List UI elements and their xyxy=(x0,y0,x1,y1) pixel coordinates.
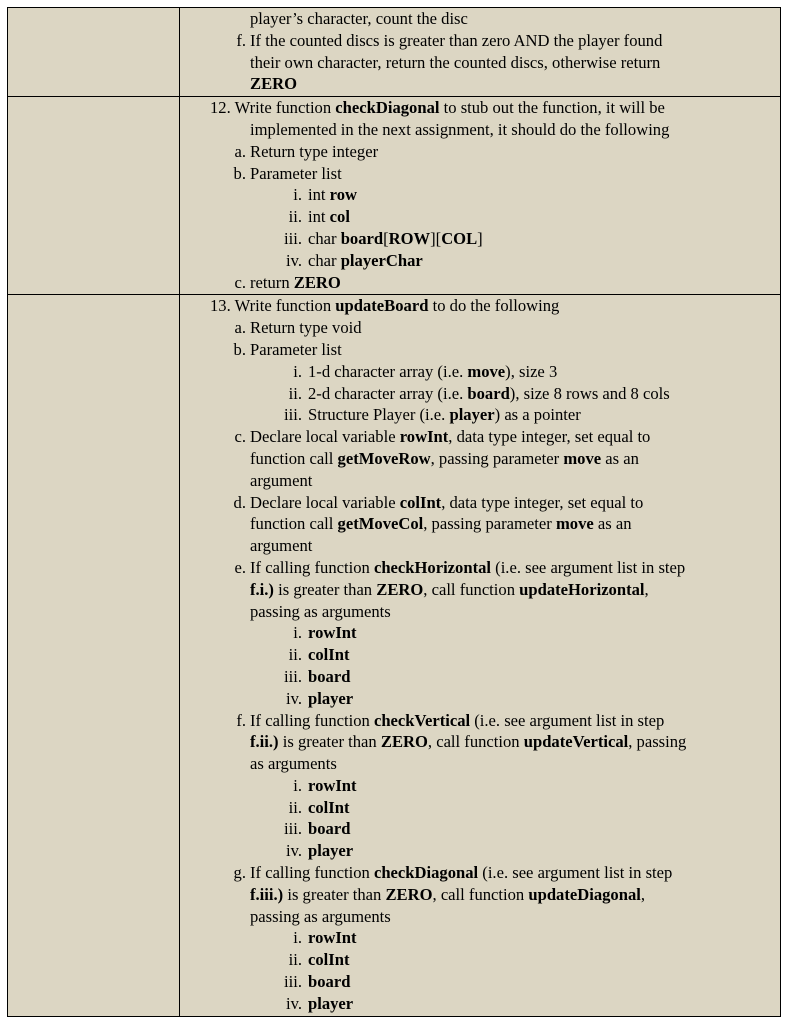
bold-term: board xyxy=(340,228,384,248)
row-label-cell xyxy=(8,295,180,1016)
text-run: int xyxy=(308,207,330,227)
step-line xyxy=(188,184,776,206)
list-marker: ii. xyxy=(288,950,302,970)
text-run: argument xyxy=(250,536,313,556)
list-marker: ii. xyxy=(288,383,302,403)
step-line xyxy=(188,250,776,272)
bold-term: move xyxy=(563,448,602,468)
step-content xyxy=(180,97,780,294)
row-label-cell xyxy=(8,97,180,295)
text-run: , xyxy=(644,579,649,599)
text-run: as arguments xyxy=(250,754,337,774)
text-run: passing as arguments xyxy=(250,601,391,621)
step-line xyxy=(188,971,776,993)
bold-term: player xyxy=(308,688,354,708)
step-line xyxy=(188,862,776,884)
text-run: passing as arguments xyxy=(250,906,391,926)
text-run: , xyxy=(640,884,646,904)
text-run: , passing parameter xyxy=(423,514,556,534)
bold-term: col xyxy=(329,207,350,227)
text-run: implemented in the next assignment, it should do the following xyxy=(250,119,670,139)
step-line xyxy=(188,927,776,949)
step-line xyxy=(188,601,776,623)
bold-term: checkDiagonal xyxy=(335,98,440,118)
list-marker: iv. xyxy=(286,841,302,861)
text-run: player’s character, count the disc xyxy=(250,9,468,28)
step-line xyxy=(188,884,776,906)
list-marker: ii. xyxy=(288,207,302,227)
table-row xyxy=(8,97,781,295)
text-run: [ xyxy=(383,228,389,248)
step-line xyxy=(188,492,776,514)
bold-term: playerChar xyxy=(340,250,423,270)
bold-term: rowInt xyxy=(308,928,357,948)
text-run: argument xyxy=(250,470,313,490)
text-run: 2-d character array (i.e. xyxy=(308,383,468,403)
text-run: ] xyxy=(477,228,483,248)
bold-term: colInt xyxy=(308,645,350,665)
text-run: (i.e. see argument list in step xyxy=(470,710,665,730)
bold-term: player xyxy=(308,841,354,861)
text-run: Declare local variable xyxy=(250,427,400,447)
table-row xyxy=(8,8,781,97)
step-line xyxy=(188,73,776,95)
list-marker: iv. xyxy=(286,993,302,1013)
bold-term: rowInt xyxy=(308,623,357,643)
list-marker: iii. xyxy=(284,819,302,839)
text-run: Parameter list xyxy=(250,163,342,183)
bold-term: ZERO xyxy=(293,272,341,292)
step-line xyxy=(188,119,776,141)
bold-term: colInt xyxy=(308,797,350,817)
step-line xyxy=(188,840,776,862)
step-line xyxy=(188,426,776,448)
text-run: is greater than xyxy=(283,884,386,904)
text-run: 13. Write function xyxy=(210,296,336,316)
step-line xyxy=(188,622,776,644)
bold-term: updateDiagonal xyxy=(528,884,641,904)
text-run: char xyxy=(308,250,341,270)
text-run: to stub out the function, it will be xyxy=(439,98,665,118)
bold-term: ZERO xyxy=(250,74,298,94)
bold-term: checkVertical xyxy=(373,710,471,730)
instructions-table xyxy=(7,7,781,1017)
step-line xyxy=(188,206,776,228)
row-label-cell xyxy=(8,8,180,97)
step-line xyxy=(188,710,776,732)
list-marker: ii. xyxy=(288,797,302,817)
list-marker: iii. xyxy=(284,666,302,686)
text-run: function call xyxy=(250,448,338,468)
text-run: , call function xyxy=(432,884,529,904)
step-line xyxy=(188,993,776,1015)
step-line xyxy=(188,470,776,492)
text-run: , data type integer, set equal to xyxy=(441,492,644,512)
step-line xyxy=(188,317,776,339)
text-run: , passing parameter xyxy=(430,448,564,468)
list-marker: i. xyxy=(293,928,302,948)
list-marker: f. xyxy=(236,710,246,730)
bold-term: player xyxy=(449,405,495,425)
row-content-cell xyxy=(180,8,781,97)
row-content-cell xyxy=(180,97,781,295)
text-run: If calling function xyxy=(250,863,374,883)
list-marker: b. xyxy=(233,163,246,183)
text-run: return xyxy=(250,272,294,292)
bold-term: rowInt xyxy=(399,427,449,447)
bold-term: player xyxy=(308,993,354,1013)
step-line xyxy=(188,52,776,74)
bold-term: board xyxy=(308,972,351,992)
step-content xyxy=(180,8,780,96)
bold-term: updateVertical xyxy=(523,732,629,752)
text-run: Declare local variable xyxy=(250,492,400,512)
bold-term: updateBoard xyxy=(335,296,429,316)
step-line xyxy=(188,731,776,753)
text-run: , passing xyxy=(628,732,687,752)
text-run: ) as a pointer xyxy=(494,405,581,425)
text-run: char xyxy=(308,228,341,248)
bold-term: getMoveCol xyxy=(337,514,424,534)
text-run: ), size 8 rows and 8 cols xyxy=(509,383,670,403)
text-run: ), size 3 xyxy=(505,361,558,381)
text-run: (i.e. see argument list in step xyxy=(491,557,686,577)
list-marker: i. xyxy=(293,775,302,795)
text-run: If calling function xyxy=(250,557,374,577)
text-run: as an xyxy=(601,448,639,468)
text-run: (i.e. see argument list in step xyxy=(478,863,673,883)
step-line xyxy=(188,404,776,426)
bold-term: board xyxy=(308,819,351,839)
bold-term: move xyxy=(467,361,506,381)
list-marker: b. xyxy=(233,339,246,359)
text-run: Structure Player (i.e. xyxy=(308,405,450,425)
text-run: int xyxy=(308,185,330,205)
text-run: ][ xyxy=(430,228,442,248)
step-line xyxy=(188,513,776,535)
step-line xyxy=(188,753,776,775)
step-heading xyxy=(188,97,776,119)
step-line xyxy=(188,272,776,294)
list-marker: a. xyxy=(234,318,246,338)
step-line xyxy=(188,339,776,361)
table-body xyxy=(8,8,781,1017)
text-run: 12. Write function xyxy=(210,98,336,118)
list-marker: i. xyxy=(293,361,302,381)
bold-term: checkDiagonal xyxy=(373,863,479,883)
step-line xyxy=(188,141,776,163)
bold-term: colInt xyxy=(308,950,350,970)
list-marker: i. xyxy=(293,623,302,643)
list-marker: d. xyxy=(233,492,246,512)
text-run: 1-d character array (i.e. xyxy=(308,361,468,381)
row-content-cell xyxy=(180,295,781,1016)
step-line xyxy=(188,557,776,579)
step-line xyxy=(188,8,776,30)
list-marker: iv. xyxy=(286,688,302,708)
text-run: Parameter list xyxy=(250,339,342,359)
step-line xyxy=(188,448,776,470)
text-run: Return type integer xyxy=(250,141,379,161)
text-run: is greater than xyxy=(273,579,377,599)
step-line xyxy=(188,775,776,797)
bold-term: rowInt xyxy=(308,775,357,795)
step-line xyxy=(188,688,776,710)
step-line xyxy=(188,644,776,666)
bold-term: move xyxy=(555,514,594,534)
text-run: , call function xyxy=(423,579,520,599)
step-line xyxy=(188,949,776,971)
bold-term: ZERO xyxy=(376,579,424,599)
list-marker: iii. xyxy=(284,228,302,248)
list-marker: c. xyxy=(234,272,246,292)
bold-term: updateHorizontal xyxy=(519,579,645,599)
bold-term: board xyxy=(467,383,510,403)
step-line xyxy=(188,383,776,405)
text-run: , call function xyxy=(427,732,524,752)
list-marker: f. xyxy=(236,30,246,50)
list-marker: c. xyxy=(234,427,246,447)
step-line xyxy=(188,818,776,840)
bold-term: f.ii.) xyxy=(250,732,279,752)
text-run: their own character, return the counted discs, otherwise return xyxy=(250,52,661,72)
bold-term: ROW xyxy=(388,228,431,248)
step-heading xyxy=(188,295,776,317)
bold-term: ZERO xyxy=(380,732,428,752)
step-line xyxy=(188,579,776,601)
bold-term: COL xyxy=(441,228,478,248)
list-marker: g. xyxy=(233,863,246,883)
text-run: , data type integer, set equal to xyxy=(448,427,651,447)
text-run: Return type void xyxy=(250,318,362,338)
bold-term: getMoveRow xyxy=(337,448,431,468)
step-line xyxy=(188,797,776,819)
text-run: function call xyxy=(250,514,338,534)
bold-term: colInt xyxy=(399,492,442,512)
list-marker: e. xyxy=(234,557,246,577)
step-line xyxy=(188,906,776,928)
text-run: is greater than xyxy=(278,732,381,752)
text-run: If calling function xyxy=(250,710,374,730)
step-line xyxy=(188,666,776,688)
step-line xyxy=(188,535,776,557)
text-run: to do the following xyxy=(428,296,560,316)
step-line xyxy=(188,30,776,52)
list-marker: iv. xyxy=(286,250,302,270)
bold-term: f.i.) xyxy=(250,579,274,599)
table-row xyxy=(8,295,781,1016)
list-marker: iii. xyxy=(284,972,302,992)
step-content xyxy=(180,295,780,1015)
step-line xyxy=(188,228,776,250)
text-run: as an xyxy=(593,514,632,534)
step-line xyxy=(188,361,776,383)
bold-term: f.iii.) xyxy=(250,884,284,904)
step-line xyxy=(188,163,776,185)
bold-term: board xyxy=(308,666,351,686)
bold-term: ZERO xyxy=(385,884,433,904)
list-marker: i. xyxy=(293,185,302,205)
list-marker: iii. xyxy=(284,405,302,425)
text-run: If the counted discs is greater than zero AND the player found xyxy=(250,30,663,50)
bold-term: checkHorizontal xyxy=(373,557,492,577)
bold-term: row xyxy=(329,185,358,205)
list-marker: ii. xyxy=(288,645,302,665)
list-marker: a. xyxy=(234,141,246,161)
